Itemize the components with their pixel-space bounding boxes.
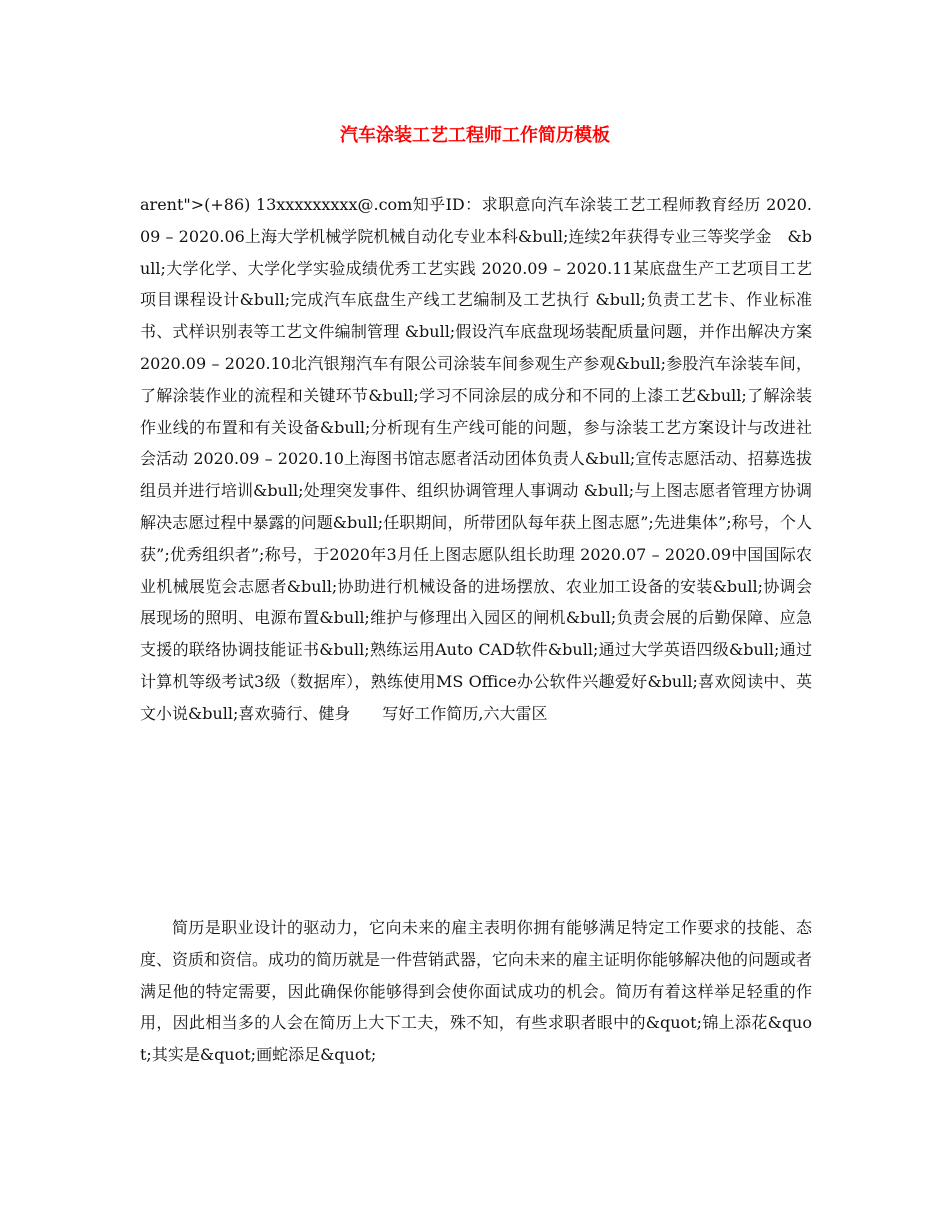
document-title: 汽车涂装工艺工程师工作简历模板: [340, 125, 610, 146]
body-paragraph-resume: arent">(+86) 13xxxxxxxxx@.com知乎ID：求职意向汽车涂装工艺工程师教育经历 2020.09 – 2020.06上海大学机械学院机械自动化专业本科&bull;连续2年获得专业三等奖学金 &bull;大学化学、大学化学实验成绩优秀工艺实践 2020.09 – 2020.11某底盘生产工艺项目工艺项目课程设计&bull;完成汽车底盘生产线工艺编制及工艺执行 &bull;负责工艺卡、作业标准书、式样识别表等工艺文件编制管理 &bull;假设汽车底盘现场装配质量问题，并作出解决方案 2020.09 – 2020.10北汽银翔汽车有限公司涂装车间参观生产参观&bull;参股汽车涂装车间，了解涂装作业的流程和关键环节&bull;学习不同涂层的成分和不同的上漆工艺&bull;了解涂装作业线的布置和有关设备&bull;分析现有生产线可能的问题，参与涂装工艺方案设计与改进社会活动 2020.09 – 2020.10上海图书馆志愿者活动团体负责人&bull;宣传志愿活动、招募选拔组员并进行培训&bull;处理突发事件、组织协调管理人事调动 &bull;与上图志愿者管理方协调解决志愿过程中暴露的问题&bull;任职期间，所带团队每年获上图志愿”;先进集体”;称号，个人获”;优秀组织者”;称号，于2020年3月任上图志愿队组长助理 2020.07 – 2020.09中国国际农业机械展览会志愿者&bull;协助进行机械设备的进场摆放、农业加工设备的安装&bull;协调会展现场的照明、电源布置&bull;维护与修理出入园区的闸机&bull;负责会展的后勤保障、应急支援的联络协调技能证书&bull;熟练运用Auto CAD软件&bull;通过大学英语四级&bull;通过计算机等级考试3级（数据库），熟练使用MS Office办公软件兴趣爱好&bull;喜欢阅读中、英文小说&bull;喜欢骑行、健身 写好工作简历,六大雷区: [140, 195, 812, 723]
body-paragraph-intro: 简历是职业设计的驱动力，它向未来的雇主表明你拥有能够满足特定工作要求的技能、态度、资质和资信。成功的简历就是一件营销武器，它向未来的雇主证明你能够解决他的问题或者满足他的特定需要，因此确保你能够得到会使你面试成功的机会。简历有着这样举足轻重的作用，因此相当多的人会在简历上大下工夫，殊不知，有些求职者眼中的&quot;锦上添花&quot;其实是&quot;画蛇添足&quot;: [140, 918, 813, 1065]
